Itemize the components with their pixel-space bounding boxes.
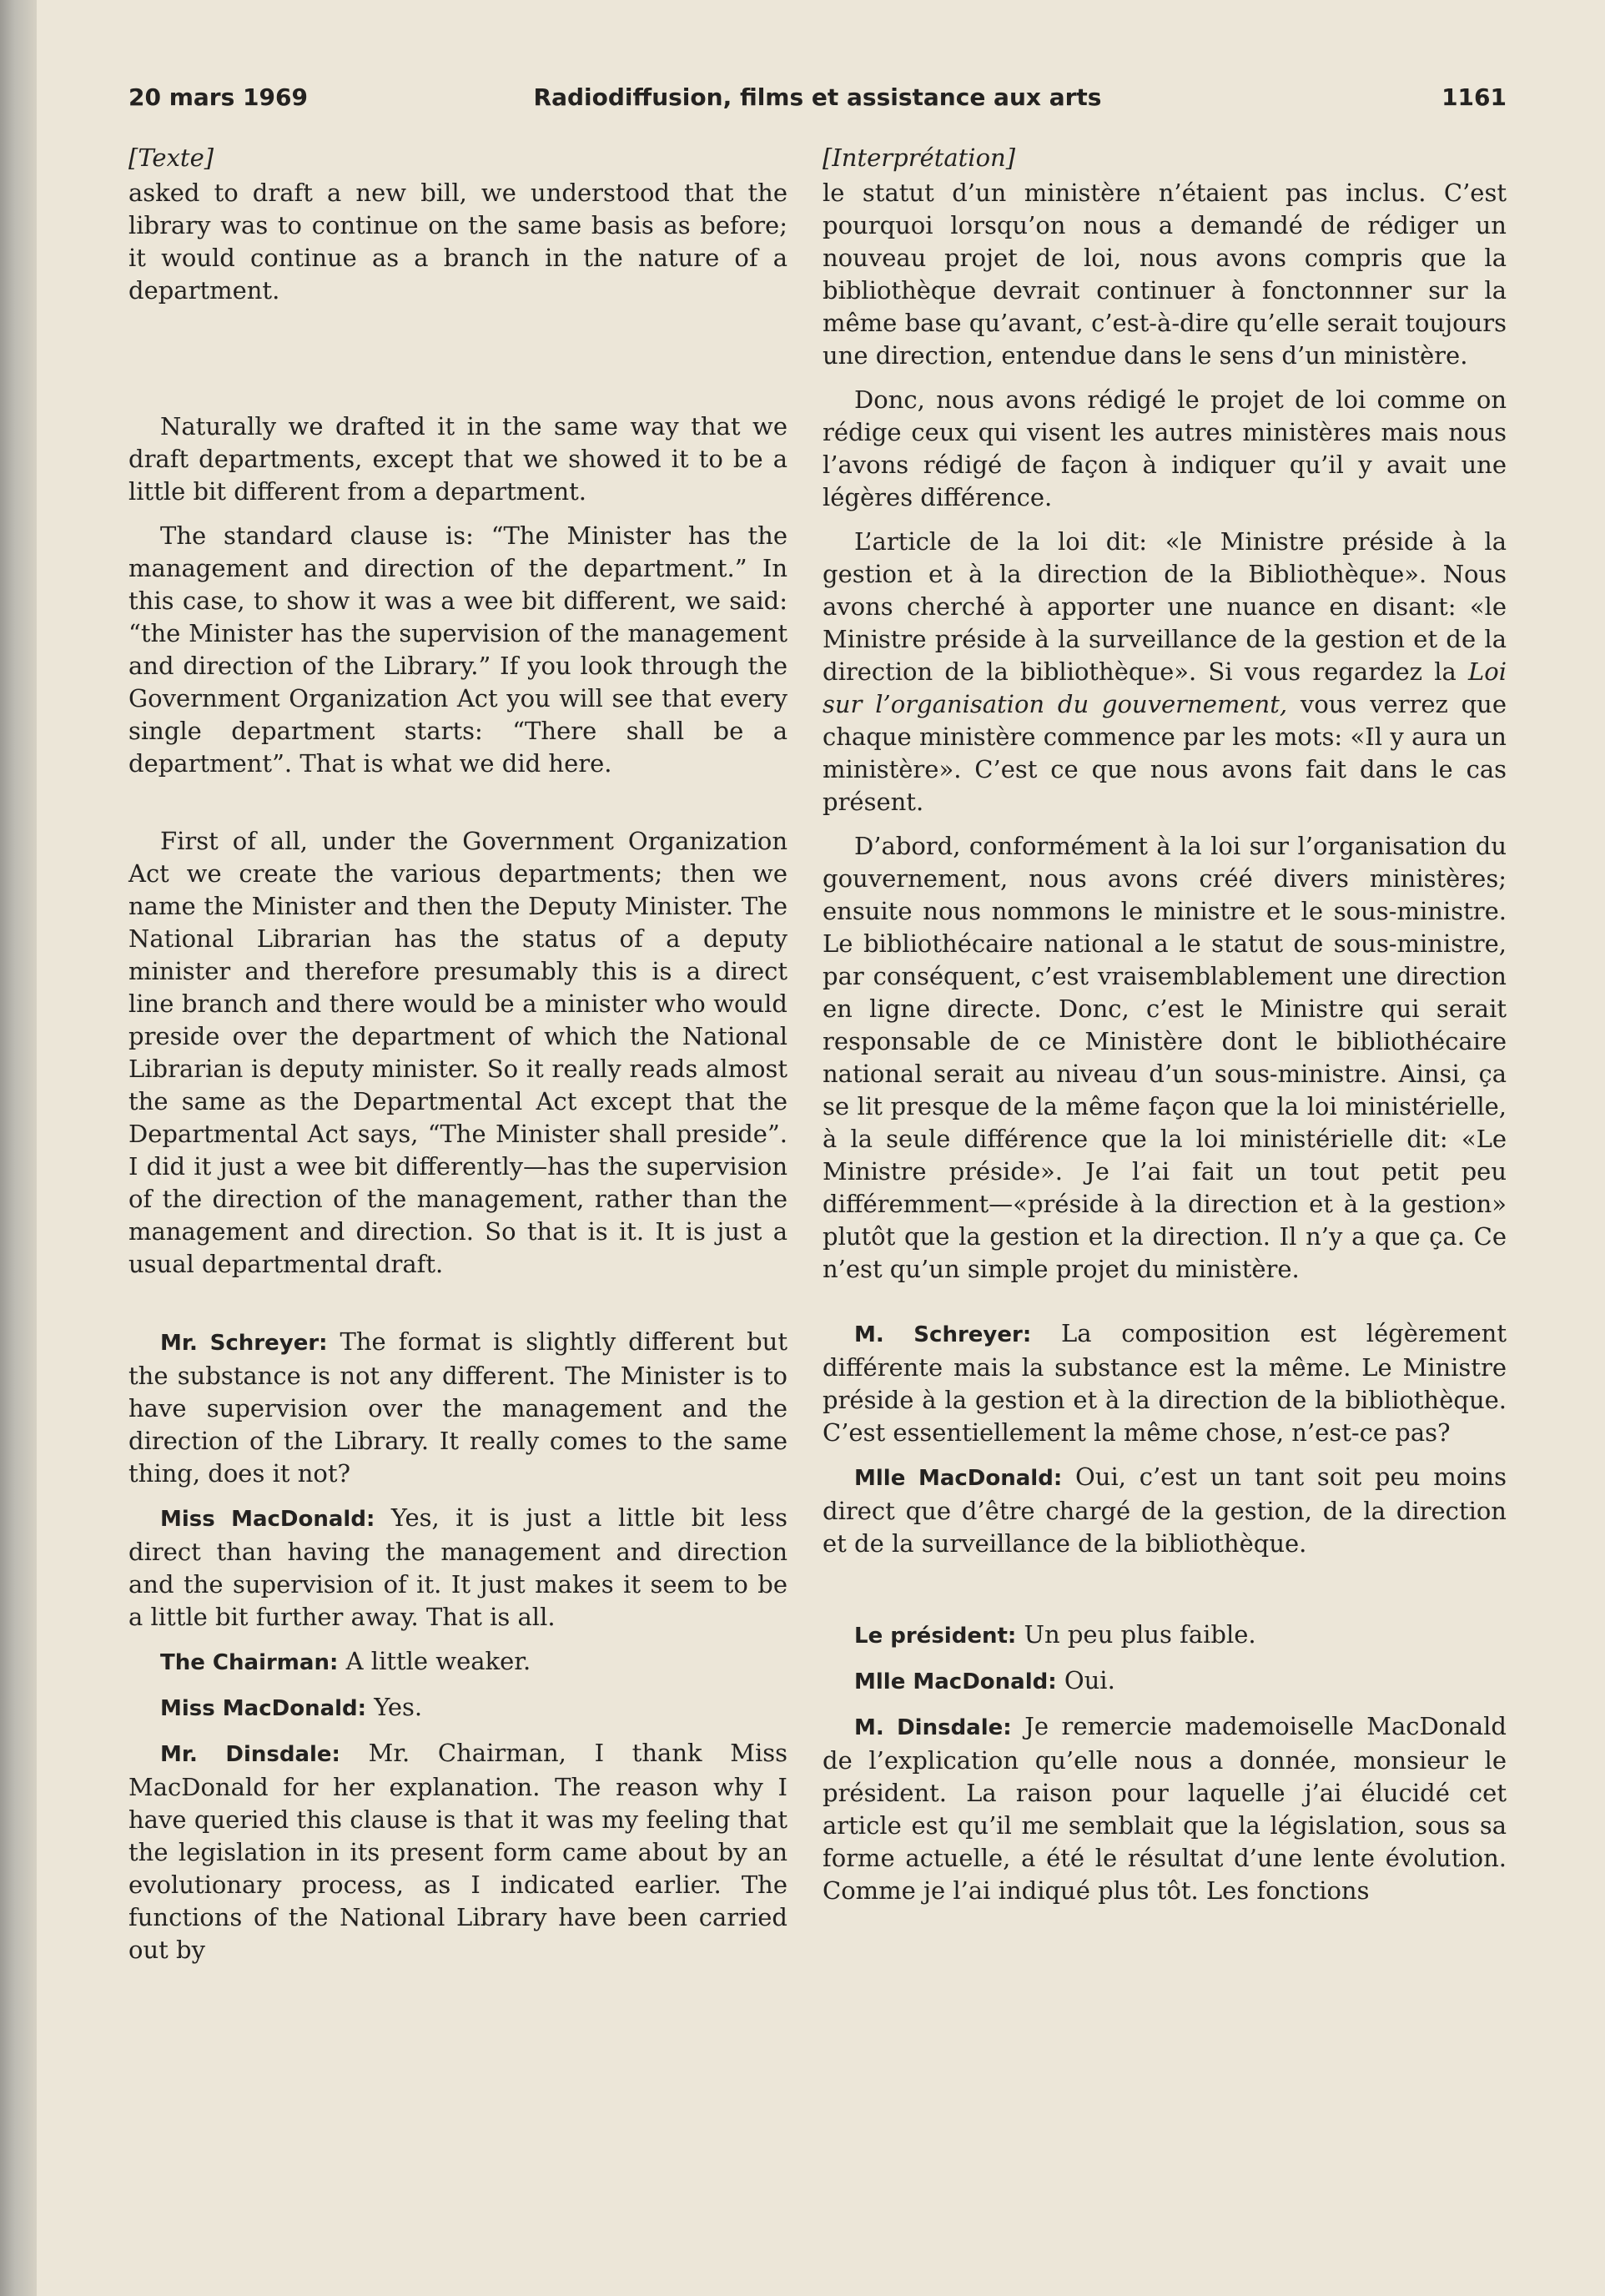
- left-speech-schreyer: [128, 1326, 787, 1490]
- left-speech-macdonald-2: [128, 1691, 787, 1725]
- header-date: 20 mars 1969: [128, 83, 308, 111]
- left-column-english: [128, 144, 787, 1978]
- left-speech-chairman: [128, 1645, 787, 1679]
- left-paragraph-1: asked to draft a new bill, we understood that the library was to continue on the same basis as before; it would continue as a branch in the nature of a department.: [128, 179, 787, 305]
- speaker-name: Mlle MacDonald:: [854, 1466, 1063, 1491]
- speech-text: Je remercie mademoiselle MacDonald de l’explication qu’elle nous a donnée, monsieur le président. La raison pour laquelle j’ai élucidé cet article est qu’il me semblait que la législation, sous sa forme actuelle, a été le résultat d’une lente évolution. Comme je l’ai indiqué plus tôt. Les fonctions: [823, 1712, 1507, 1905]
- speech-text: Oui, c’est un tant soit peu moins direct que d’être chargé de la gestion, de la direction et de la surveillance de la bibliothèque.: [823, 1463, 1507, 1558]
- speech-text: A little weaker.: [338, 1647, 531, 1675]
- right-speech-schreyer: [823, 1317, 1507, 1449]
- speech-text: Un peu plus faible.: [1016, 1620, 1256, 1649]
- left-speech-dinsdale: [128, 1737, 787, 1966]
- left-paragraph-2: Naturally we drafted it in the same way that we draft departments, except that we showed it to be a little bit different from a department.: [128, 412, 787, 506]
- speech-text: Yes.: [366, 1693, 423, 1721]
- speech-text: The format is slightly different but the substance is not any different. The Minister is to have supervision over the management and the direction of the Library. It really comes to the same thing, does it not?: [128, 1327, 787, 1488]
- speaker-name: Miss MacDonald:: [160, 1507, 375, 1532]
- left-paragraph-3: The standard clause is: “The Minister has the management and direction of the department.” In this case, to show it was a wee bit different, we said: “the Minister has the supervision of the management and direction of the Library.” If you look through the Government Organization Act you will see that every single department starts: “There shall be a department”. That is what we did here.: [128, 521, 787, 778]
- text-run: vous verrez que chaque ministère commence par les mots: «Il y aura un ministère». C’est ce que nous avons fait dans le cas présent.: [823, 690, 1507, 816]
- header-page-number: 1161: [1441, 83, 1507, 111]
- speech-text: Oui.: [1056, 1666, 1115, 1694]
- right-paragraph-1: le statut d’un ministère n’étaient pas inclus. C’est pourquoi lorsqu’on nous a demandé de rédiger un nouveau projet de loi, nous avons compris que la bibliothèque devrait continuer à fonctonnner sur la même base qu’avant, c’est-à-dire qu’elle serait toujours une direction, entendue dans le sens d’un ministère.: [823, 179, 1507, 370]
- speech-text: La composition est légèrement différente mais la substance est la même. Le Ministre préside à la gestion et à la direction de la bibliothèque. C’est essentiellement la même chose, n’est-ce pas?: [823, 1319, 1507, 1447]
- header-title: Radiodiffusion, films et assistance aux arts: [533, 83, 1102, 111]
- right-speech-president: [823, 1619, 1507, 1653]
- speaker-name: Le président:: [854, 1624, 1017, 1649]
- right-speech-macdonald-1: [823, 1461, 1507, 1560]
- page-header: [128, 83, 1507, 127]
- column-label-interpretation: [Interprétation]: [823, 144, 1016, 172]
- text-run: L’article de la loi dit: «le Ministre préside à la gestion et à la direction de la Bibliothèque». Nous avons cherché à apporter une nuance en disant: «le Ministre préside à la surveillance de la gestion et de la direction de la bibliothèque». Si vous regardez la: [823, 527, 1507, 686]
- column-label-texte: [Texte]: [128, 144, 214, 172]
- document-page: [37, 0, 1605, 2296]
- speaker-name: M. Schreyer:: [854, 1322, 1032, 1347]
- right-speech-dinsdale: [823, 1710, 1507, 1907]
- right-column-french: [823, 144, 1507, 1919]
- right-paragraph-4: D’abord, conformément à la loi sur l’organisation du gouvernement, nous avons créé divers ministères; ensuite nous nommons le ministre et le sous-ministre. Le bibliothécaire national a le statut de sous-ministre, par conséquent, c’est vraisemblablement une direction en ligne directe. Donc, c’est le Ministre qui serait responsable de ce Ministère dont le bibliothécaire national serait au niveau d’un sous-ministre. Ainsi, ça se lit presque de la même façon que la loi ministérielle, à la seule différence que la loi ministérielle dit: «Le Ministre préside». Je l’ai fait un tout petit peu différemment—«préside à la direction et à la gestion» plutôt que la gestion et la direction. Il n’y a que ça. Ce n’est qu’un simple projet du ministère.: [823, 832, 1507, 1283]
- speaker-name: The Chairman:: [160, 1650, 339, 1675]
- speaker-name: Mlle MacDonald:: [854, 1669, 1057, 1694]
- speaker-name: Miss MacDonald:: [160, 1696, 367, 1721]
- speaker-name: Mr. Schreyer:: [160, 1331, 328, 1356]
- left-paragraph-4: First of all, under the Government Organization Act we create the various departments; then we name the Minister and then the Deputy Minister. The National Librarian has the status of a deputy minister and therefore presumably this is a direct line branch and there would be a minister who would preside over the department of which the National Librarian is deputy minister. So it really reads almost the same as the Departmental Act except that the Departmental Act says, “The Minister shall preside”. I did it just a wee bit differently—has the supervision of the direction of the management, rather than the management and direction. So that is it. It is just a usual departmental draft.: [128, 827, 787, 1278]
- right-paragraph-2: Donc, nous avons rédigé le projet de loi comme on rédige ceux qui visent les autres ministères mais nous l’avons rédigé de façon à indiquer qu’il y avait une légères différence.: [823, 385, 1507, 511]
- right-speech-macdonald-2: [823, 1664, 1507, 1699]
- speaker-name: M. Dinsdale:: [854, 1715, 1012, 1740]
- speaker-name: Mr. Dinsdale:: [160, 1742, 340, 1767]
- law-title: Loi sur l’organisation du gouvernement,: [823, 657, 1507, 718]
- book-binding-edge: [0, 0, 37, 2296]
- speech-text: Yes, it is just a little bit less direct than having the management and direction and the supervision of it. It just makes it seem to be a little bit further away. That is all.: [128, 1503, 787, 1631]
- left-speech-macdonald-1: [128, 1502, 787, 1634]
- right-paragraph-3: [823, 526, 1507, 818]
- speech-text: Mr. Chairman, I thank Miss MacDonald for her explanation. The reason why I have queried this clause is that it was my feeling that the legislation in its present form came about by an evolutionary process, as I indicated earlier. The functions of the National Library have been carried out by: [128, 1739, 788, 1964]
